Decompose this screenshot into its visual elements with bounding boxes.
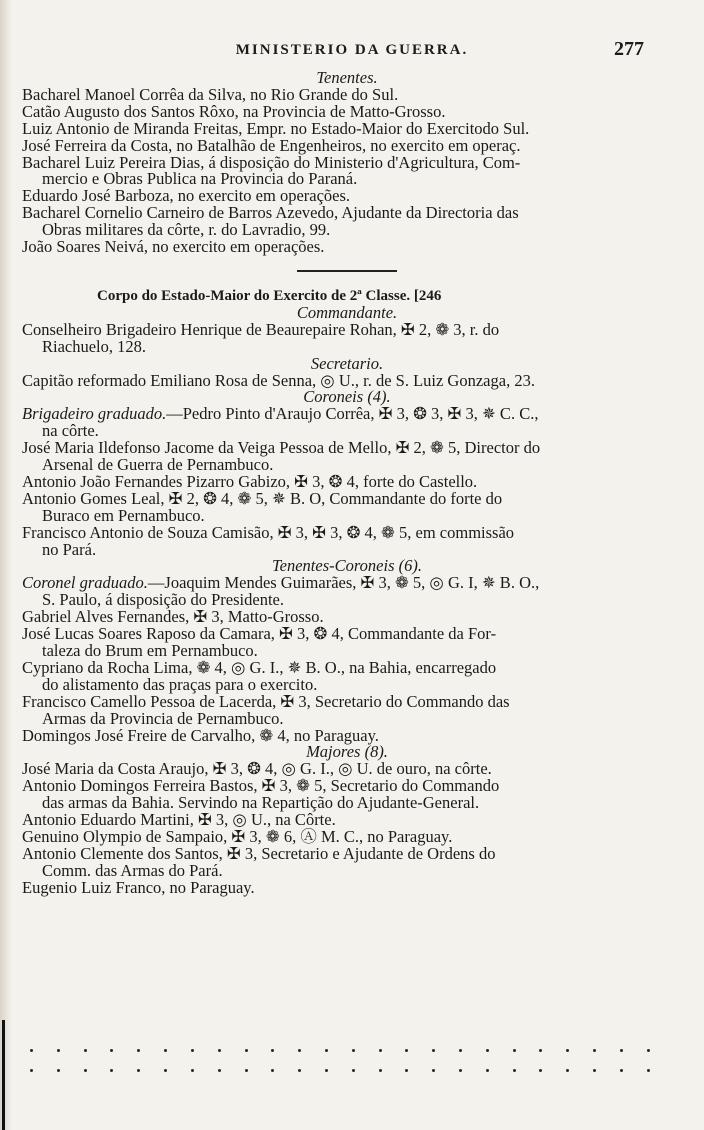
entry-text: —Pedro Pinto d'Araujo Corrêa, ✠ 3, ❂ 3, ✠ 3, ✵ C. C.,: [166, 404, 539, 424]
entry-line: no Pará.: [42, 539, 97, 559]
entry-line: Obras militares da côrte, r. do Lavradio, 99.: [42, 220, 331, 240]
leader-dot: [379, 1049, 382, 1052]
rank-note: Brigadeiro graduado.: [22, 404, 167, 424]
leader-dot: [57, 1069, 60, 1072]
entry-line: Eduardo José Barboza, no exercito em operações.: [22, 186, 351, 206]
leader-dot: [459, 1069, 462, 1072]
entry-line: Antonio João Fernandes Pizarro Gabizo, ✠ 3, ❂ 4, forte do Castello.: [22, 471, 478, 491]
leader-dot: [513, 1049, 516, 1052]
dot-row: [30, 1060, 650, 1080]
entry-line: Francisco Antonio de Souza Camisão, ✠ 3, ✠ 3, ❂ 4, ❁ 5, em commissão: [22, 522, 515, 542]
leader-dot: [298, 1069, 301, 1072]
leader-dot: [191, 1049, 194, 1052]
leader-dot: [647, 1069, 650, 1072]
binding-edge: [2, 1020, 5, 1130]
page-number: 277: [614, 38, 644, 60]
entry-line: Riachuelo, 128.: [42, 336, 147, 356]
leader-dot: [218, 1069, 221, 1072]
leader-dot: [245, 1049, 248, 1052]
leader-dot: [137, 1049, 140, 1052]
entry-line: José Maria Ildefonso Jacome da Veiga Pessoa de Mello, ✠ 2, ❁ 5, Director do: [22, 438, 541, 458]
leader-dot: [137, 1069, 140, 1072]
spine-shadow: [0, 0, 12, 1130]
entry-line: José Maria da Costa Araujo, ✠ 3, ❂ 4, ◎ G. I., ◎ U. de ouro, na côrte.: [22, 759, 492, 779]
entry-line: Domingos José Freire de Carvalho, ❁ 4, no Paraguay.: [22, 725, 379, 745]
leader-dot: [352, 1069, 355, 1072]
entry-line: Antonio Eduardo Martini, ✠ 3, ◎ U., na Côrte.: [22, 810, 336, 830]
leader-dot: [405, 1069, 408, 1072]
dotted-leader: [30, 1040, 650, 1080]
leader-dot: [620, 1069, 623, 1072]
entry-line: Antonio Gomes Leal, ✠ 2, ❂ 4, ❁ 5, ✵ B. O, Commandante do forte do: [22, 488, 503, 508]
section-divider: [297, 270, 397, 272]
entry-line: Antonio Clemente dos Santos, ✠ 3, Secretario e Ajudante de Ordens do: [22, 843, 496, 863]
entry-line: José Lucas Soares Raposo da Camara, ✠ 3, ❂ 4, Commandante da For-: [22, 624, 497, 644]
leader-dot: [539, 1049, 542, 1052]
leader-dot: [298, 1049, 301, 1052]
leader-dot: [352, 1049, 355, 1052]
entry-line: Bacharel Cornelio Carneiro de Barros Azevedo, Ajudante da Directoria das: [22, 203, 519, 223]
leader-dot: [110, 1049, 113, 1052]
leader-dot: [30, 1049, 33, 1052]
entry-line: Gabriel Alves Fernandes, ✠ 3, Matto-Grosso.: [22, 607, 324, 627]
leader-dot: [539, 1069, 542, 1072]
page-content: [22, 70, 672, 897]
section-title: Corpo do Estado-Maior do Exercito de 2ª Classe. [246: [97, 287, 442, 304]
leader-dot: [405, 1049, 408, 1052]
entry-line: Genuino Olympio de Sampaio, ✠ 3, ❁ 6, Ⓐ M. C., no Paraguay.: [22, 826, 453, 846]
entry-line: Catão Augusto dos Santos Rôxo, na Provincia de Matto-Grosso.: [22, 101, 446, 121]
leader-dot: [245, 1069, 248, 1072]
subhead-secretario: Secretario.: [310, 353, 384, 373]
entry-line: Antonio Domingos Ferreira Bastos, ✠ 3, ❁ 5, Secretario do Commando: [22, 776, 500, 796]
leader-dot: [57, 1049, 60, 1052]
leader-dot: [647, 1049, 650, 1052]
leader-dot: [379, 1069, 382, 1072]
entry-text: —Joaquim Mendes Guimarães, ✠ 3, ❁ 5, ◎ G. I, ✵ B. O.,: [147, 573, 540, 593]
leader-dot: [84, 1049, 87, 1052]
leader-dot: [164, 1049, 167, 1052]
entry-line: mercio e Obras Publica na Provincia do Paraná.: [42, 169, 358, 189]
leader-dot: [271, 1069, 274, 1072]
leader-dot: [30, 1069, 33, 1072]
entry-line: das armas da Bahia. Servindo na Repartição do Ajudante-General.: [42, 793, 480, 813]
entry-line: Eugenio Luiz Franco, no Paraguay.: [22, 877, 255, 897]
entry-line: Capitão reformado Emiliano Rosa de Senna, ◎ U., r. de S. Luiz Gonzaga, 23.: [22, 370, 535, 390]
entry-line: Luiz Antonio de Miranda Freitas, Empr. no Estado-Maior do Exercitodo Sul.: [22, 118, 530, 138]
leader-dot: [218, 1049, 221, 1052]
entry-line: Bacharel Luiz Pereira Dias, á disposição do Ministerio d'Agricultura, Com-: [22, 152, 521, 172]
leader-dot: [486, 1069, 489, 1072]
entry-line: João Soares Neivá, no exercito em operações.: [22, 237, 325, 257]
entry-line: José Ferreira da Costa, no Batalhão de Engenheiros, no exercito em operaç.: [22, 135, 521, 155]
leader-dot: [432, 1069, 435, 1072]
entry-line: Comm. das Armas do Pará.: [42, 860, 223, 880]
entry-line: Buraco em Pernambuco.: [42, 505, 205, 525]
leader-dot: [271, 1049, 274, 1052]
leader-dot: [593, 1049, 596, 1052]
leader-dot: [620, 1049, 623, 1052]
entry-line: do alistamento das praças para o exercito.: [42, 674, 318, 694]
leader-dot: [84, 1069, 87, 1072]
dot-row: [30, 1040, 650, 1060]
subhead-tenentes-coroneis: Tenentes-Coroneis (6).: [271, 556, 422, 576]
leader-dot: [513, 1069, 516, 1072]
subhead-coroneis: Coroneis (4).: [303, 387, 391, 407]
rank-note: Coronel graduado.: [22, 573, 148, 593]
entry-line: Arsenal de Guerra de Pernambuco.: [42, 455, 274, 475]
leader-dot: [110, 1069, 113, 1072]
subhead-commandante: Commandante.: [296, 302, 398, 322]
entry-line: Francisco Camello Pessoa de Lacerda, ✠ 3, Secretario do Commando das: [22, 691, 510, 711]
entry-line: Cypriano da Rocha Lima, ❁ 4, ◎ G. I., ✵ B. O., na Bahia, encarregado: [22, 657, 497, 677]
leader-dot: [325, 1069, 328, 1072]
entry-line: [22, 406, 672, 423]
entry-line: Conselheiro Brigadeiro Henrique de Beaurepaire Rohan, ✠ 2, ❁ 3, r. do: [22, 319, 500, 339]
leader-dot: [486, 1049, 489, 1052]
leader-dot: [459, 1049, 462, 1052]
entry-line: Bacharel Manoel Corrêa da Silva, no Rio Grande do Sul.: [22, 84, 399, 104]
entry-line: Armas da Provincia de Pernambuco.: [42, 708, 284, 728]
subhead-majores: Majores (8).: [306, 742, 388, 762]
entry-line: taleza do Brum em Pernambuco.: [42, 641, 258, 660]
leader-dot: [432, 1049, 435, 1052]
leader-dot: [191, 1069, 194, 1072]
running-head: MINISTERIO DA GUERRA.: [235, 42, 469, 58]
leader-dot: [164, 1069, 167, 1072]
leader-dot: [593, 1069, 596, 1072]
entry-line: S. Paulo, á disposição do Presidente.: [42, 590, 284, 610]
leader-dot: [566, 1049, 569, 1052]
subhead-tenentes: Tenentes.: [316, 68, 378, 87]
leader-dot: [566, 1069, 569, 1072]
page-header: [0, 38, 704, 68]
leader-dot: [325, 1049, 328, 1052]
entry-line: na côrte.: [42, 421, 99, 441]
